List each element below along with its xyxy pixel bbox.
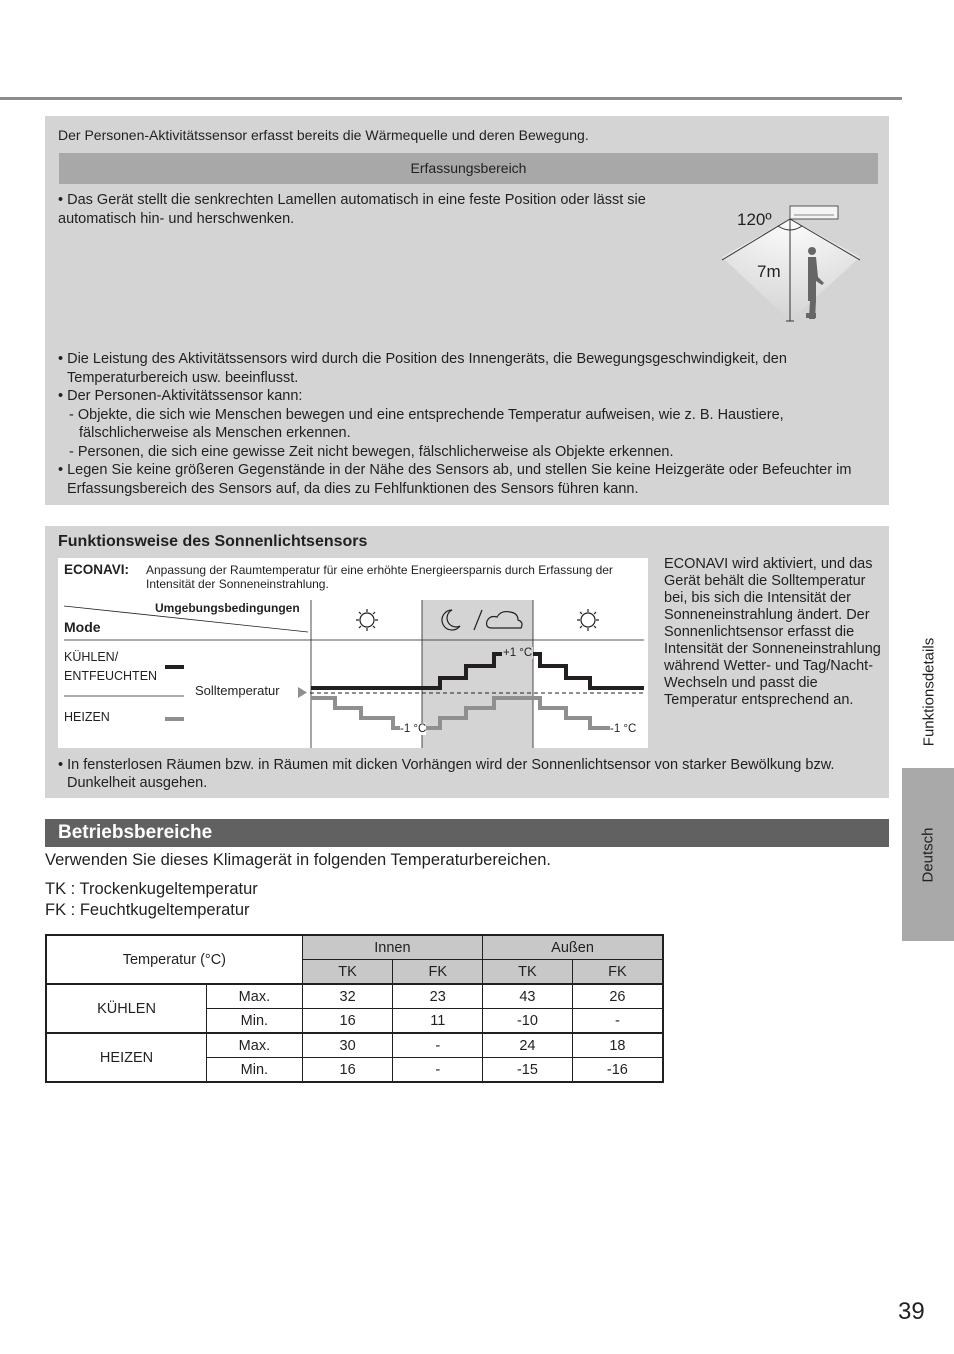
- tab-funktionsdetails[interactable]: [903, 618, 954, 766]
- top-rule: [0, 97, 902, 100]
- table-header-row: [46, 935, 663, 960]
- tab-label: Funktionsdetails: [920, 637, 938, 747]
- setpoint-arrow: [298, 687, 307, 698]
- activity-sensor-box: [45, 116, 889, 505]
- tab-label: Deutsch: [919, 826, 937, 883]
- sun-icon: [577, 609, 599, 631]
- table-cell: 16: [302, 1058, 393, 1083]
- windowless-room-note: • In fensterlosen Räumen bzw. in Räumen mit dicken Vorhängen wird der Sonnenlichtsensor von starker Bewölkung bzw. Dunkelheit ausgehen.: [58, 757, 835, 791]
- cooling-mode-label: KÜHLEN/ ENTFEUCHTEN: [64, 650, 158, 683]
- louver-bullet: • Das Gerät stellt die senkrechten Lamellen automatisch in eine feste Position oder lässt sie automatisch hin- und herschwenken.: [58, 192, 646, 227]
- table-corner-cell: Temperatur (°C): [46, 935, 302, 984]
- tab-deutsch[interactable]: [902, 768, 954, 941]
- section-heading: Betriebsbereiche: [45, 819, 889, 847]
- sunlight-sensor-box: [45, 526, 889, 798]
- fk-definition: FK : Feuchtkugeltemperatur: [45, 901, 250, 919]
- table-cell: -10: [483, 1009, 573, 1034]
- group-outside: Außen: [483, 935, 663, 960]
- table-cell: 43: [483, 984, 573, 1009]
- operating-range-table: [45, 934, 664, 1083]
- table-cell: 30: [302, 1033, 393, 1058]
- table-cell: -: [393, 1033, 483, 1058]
- plus-one-label: +1 °C: [503, 647, 533, 659]
- section-intro: Verwenden Sie dieses Klimagerät in folgenden Temperaturbereichen.: [45, 851, 552, 869]
- row-label: Max.: [207, 1033, 303, 1058]
- table-cell: -: [393, 1058, 483, 1083]
- table-cell: 32: [302, 984, 393, 1009]
- sensor-notes: [58, 350, 878, 498]
- list-item: • Legen Sie keine größeren Gegenstände in der Nähe des Sensors ab, und stellen Sie keine Heizgeräte oder Befeuchter im Erfassungsbereich des Sensors auf, da dies zu Fehlfunktionen des Sensors führen kann.: [58, 462, 852, 497]
- conditions-header: Umgebungsbedingungen: [155, 601, 300, 615]
- econavi-description: Anpassung der Raumtemperatur für eine erhöhte Energieersparnis durch Erfassung der Intensität der Sonneneinstrahlung.: [146, 563, 613, 591]
- cooling-legend-swatch: [165, 665, 184, 669]
- setpoint-label: Solltemperatur: [195, 683, 280, 698]
- table-cell: 18: [572, 1033, 663, 1058]
- page-number: 39: [898, 1298, 925, 1325]
- table-cell: 16: [302, 1009, 393, 1034]
- minus-one-label: -1 °C: [400, 723, 427, 735]
- list-item: • Die Leistung des Aktivitätssensors wird durch die Position des Innengeräts, die Bewegungsgeschwindigkeit, den Temperaturbereich usw. beeinflusst.: [58, 351, 787, 386]
- mode-cell: HEIZEN: [46, 1033, 207, 1082]
- intro-text: Der Personen-Aktivitätssensor erfasst bereits die Wärmequelle und deren Bewegung.: [58, 127, 589, 143]
- row-label: Max.: [207, 984, 303, 1009]
- mode-header: Mode: [64, 619, 101, 635]
- angle-label: 120º: [737, 210, 772, 229]
- econavi-explanation: ECONAVI wird aktiviert, und das Gerät behält die Solltemperatur bei, bis sich die Intensität der Sonneneinstrahlung ändert. Der Sonnenlichtsensor erfasst die Intensität der Sonneneinstrahlung während Wetter- und Tag/Nacht-Wechseln und passt die Temperatur entsprechend an.: [664, 556, 881, 708]
- table-cell: -16: [572, 1058, 663, 1083]
- table-cell: 24: [483, 1033, 573, 1058]
- table-cell: -15: [483, 1058, 573, 1083]
- row-label: Min.: [207, 1058, 303, 1083]
- econavi-key: ECONAVI:: [64, 562, 130, 577]
- tk-definition: TK : Trockenkugeltemperatur: [45, 880, 258, 898]
- table-cell: 23: [393, 984, 483, 1009]
- table-cell: -: [572, 1009, 663, 1034]
- table-row: [46, 1033, 663, 1058]
- column-header: TK: [483, 960, 573, 985]
- range-label: 7m: [757, 262, 781, 281]
- mode-cell: KÜHLEN: [46, 984, 207, 1033]
- column-header: TK: [302, 960, 393, 985]
- group-inside: Innen: [302, 935, 482, 960]
- column-header: FK: [572, 960, 663, 985]
- list-item: - Objekte, die sich wie Menschen bewegen und eine entsprechende Temperatur aufweisen, wie z. B. Haustiere, fälschlicherweise als Menschen erkennen.: [69, 406, 784, 441]
- list-item: - Personen, die sich eine gewisse Zeit nicht bewegen, fälschlicherweise als Objekte erkennen.: [69, 443, 674, 460]
- list-item: • Der Personen-Aktivitätssensor kann:: [58, 388, 303, 404]
- econavi-diagram: [58, 558, 648, 748]
- minus-one-label: -1 °C: [610, 723, 637, 735]
- heating-legend-swatch: [165, 717, 184, 721]
- sun-icon: [356, 609, 378, 631]
- column-header: FK: [393, 960, 483, 985]
- detection-range-band: Erfassungsbereich: [59, 153, 878, 184]
- heating-mode-label: HEIZEN: [64, 710, 110, 724]
- table-cell: 26: [572, 984, 663, 1009]
- row-label: Min.: [207, 1009, 303, 1034]
- box-title: Funktionsweise des Sonnenlichtsensors: [58, 533, 368, 550]
- table-row: [46, 984, 663, 1009]
- table-cell: 11: [393, 1009, 483, 1034]
